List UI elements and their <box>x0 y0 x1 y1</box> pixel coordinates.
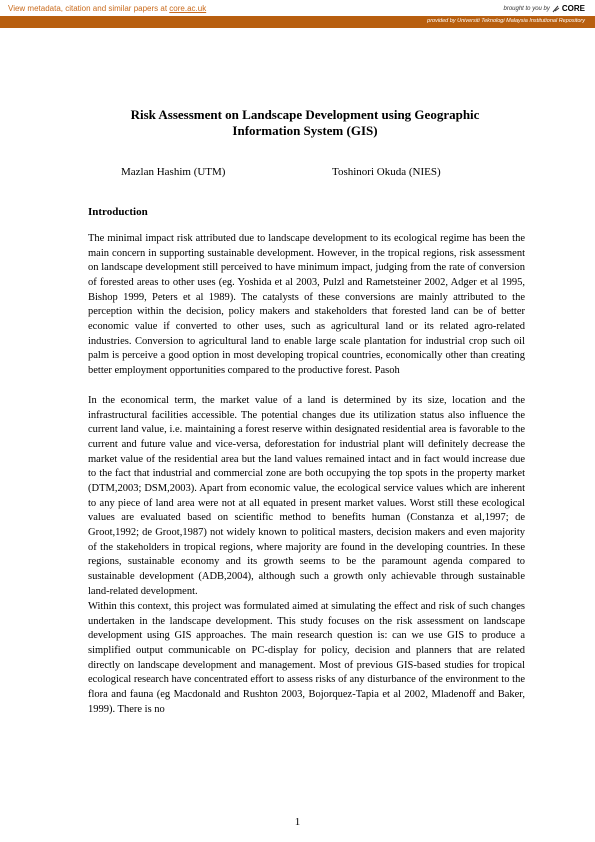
page-number: 1 <box>294 816 301 828</box>
core-logo-icon <box>552 5 560 13</box>
paragraph-3: Within this context, this project was formulated aimed at simulating the effect and risk of such changes undertaken in the landscape development. This study focuses on the risk assessment on landscape development using GIS approaches. The main research question is: can we use GIS to produce a simplified output communicable on PC-display for policy, decision and planners that are related directly on landscape development and management. Most of previous GIS-based studies for tropical ecological research have concentrated effort to assess risks of any disturbance of the environment to the flora and fauna (eg Macdonald and Rushton 2003, Bojorquez-Tapia et al 2002, Mladenoff and Baker, 1999). There is no <box>88 601 525 715</box>
core-metadata-link[interactable] <box>8 4 206 13</box>
provided-by-text[interactable]: provided by Universiti Teknologi Malaysia Institutional Repository <box>427 18 585 24</box>
paragraph-2: In the economical term, the market value of a land is determined by its size, location and the infrastructural facilities accessible. The potential changes due its utilization status also influence the current land value, i.e. maintaining a forest reserve within designated residential area is favorable to the current and future value and vice-versa, deforestation for industrial plant will definitely decrease the market value of the residential area but the land values remained intact and in fact would increase due to the fact that industrial and commercial zone are both occupying the top spots in the property market (DTM,2003; DSM,2003). Apart from economic value, the ecological service values which are inherent to any piece of land area were not at all equated in present market values. Worst still these ecological values are evaluated based on scientific method to benefits human (Constanza et al,1997; de Groot,1992; de Groot,1987) not widely known to political masters, decision makers and even majority of the stakeholders in tropical regions, where majority are found in the developing countries. In these regions, sustainable economy and its growth seems to be the paramount agenda compared to sustainable development (ADB,2004), although such a growth only achievable through sustainable land-related development. <box>88 395 525 597</box>
paragraph-1: The minimal impact risk attributed due to landscape development to its ecological regime has been the main concern in supporting sustainable development. However, in the tropical regions, risk assessment on landscape development still perceived to have minimum impact, judging from the rate of conversion of forested areas to other uses (eg. Yoshida et al 2003, Pulzl and Rametsteiner 2002, Adger et al 1995, Bishop 1999, Peters et al 1989). The catalysts of these conversions are mainly attributed to the perception within the decision, policy makers and stakeholders that forested land can be of better economic value if converted to other uses, such as agricultural land or its related agro-related industries. Conversion to agricultural land to enable large scale plantation for industrial crop such oil palm is perceive a good option in most developing tropical countries, economically other than creating better employment opportunities compared to the productive forest. Pasoh <box>88 233 525 376</box>
core-link-prefix: View metadata, citation and similar papers at <box>8 4 170 13</box>
core-link-site[interactable]: core.ac.uk <box>169 4 207 13</box>
provided-by-strip <box>0 16 595 28</box>
paper-title: Risk Assessment on Landscape Development using Geographic Information System (GIS) <box>130 107 480 138</box>
author-2: Toshinori Okuda (NIES) <box>332 166 441 178</box>
section-heading: Introduction <box>88 206 148 218</box>
core-brand[interactable] <box>504 4 586 13</box>
brought-by-text: brought to you by <box>503 5 550 12</box>
author-1: Mazlan Hashim (UTM) <box>121 166 226 178</box>
core-brand-name: CORE <box>561 4 585 13</box>
